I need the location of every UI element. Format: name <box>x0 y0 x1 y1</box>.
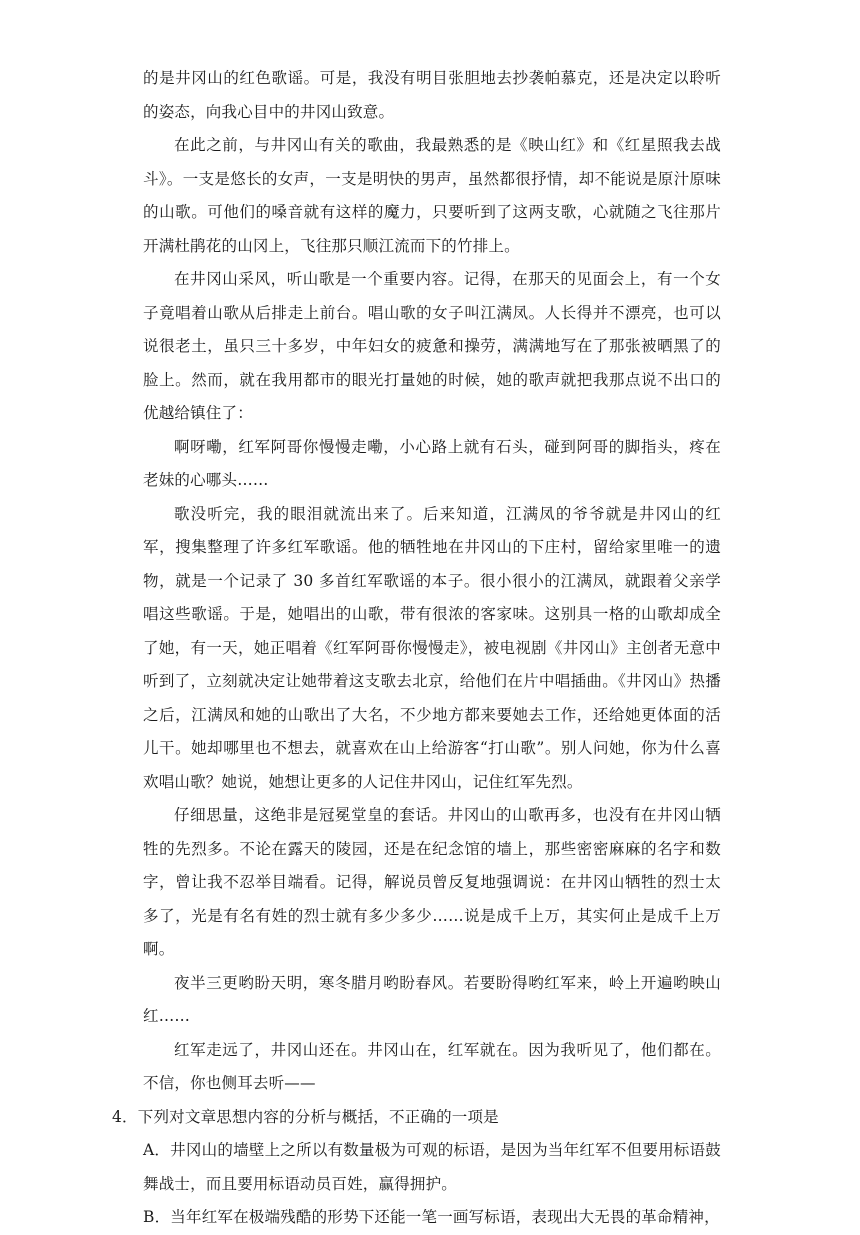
option-b <box>129 1201 721 1235</box>
option-a-text: 井冈山的墙壁上之所以有数量极为可观的标语，是因为当年红军不但要用标语鼓舞战士，而且要用标语动员百姓，赢得拥护。 <box>143 1141 721 1193</box>
paragraph-martyrs: 仔细思量，这绝非是冠冕堂皇的套话。井冈山的山歌再多，也没有在井冈山牺牲的先烈多。不论在露天的陵园，还是在纪念馆的墙上，那些密密麻麻的名字和数字，曾让我不忍举目端看。记得，解说员曾反复地强调说：在井冈山牺牲的烈士太多了，光是有名有姓的烈士就有多少多少……说是成千上万，其实何止是成千上万啊。 <box>143 806 721 958</box>
paragraph-jiang-manfeng: 歌没听完，我的眼泪就流出来了。后来知道，江满凤的爷爷就是井冈山的红军，搜集整理了许多红军歌谣。他的牺牲地在井冈山的下庄村，留给家里唯一的遗物，就是一个记录了 30 多首红军歌谣的本子。很小很小的江满凤，就跟着父亲学唱这些歌谣。于是，她唱出的山歌，带有很浓的客家味。这别具一格的山歌却成全了她，有一天，她正唱着《红军阿哥你慢慢走》，被电视剧《井冈山》主创者无意中听到了，立刻就决定让她带着这支歌去北京，给他们在片中唱插曲。《井冈山》热播之后，江满凤和她的山歌出了大名，不少地方都来要她去工作，还给她更体面的活儿干。她却哪里也不想去，就喜欢在山上给游客“打山歌”。别人问她，你为什么喜欢唱山歌？她说，她想让更多的人记住井冈山，记住红军先烈。 <box>143 504 721 791</box>
paragraph-familiar-songs: 在此之前，与井冈山有关的歌曲，我最熟悉的是《映山红》和《红星照我去战斗》。一支是悠长的女声，一支是明快的男声，虽然都很抒情，却不能说是原汁原味的山歌。可他们的嗓音就有这样的魔力，只要听到了这两支歌，心就随之飞往那片开满杜鹃花的山冈上，飞往那只顺江流而下的竹排上。 <box>143 136 721 255</box>
paragraph-continuation: 的是井冈山的红色歌谣。可是，我没有明目张胆地去抄袭帕慕克，还是决定以聆听的姿态，向我心目中的井冈山致意。 <box>143 69 721 121</box>
song-lyric-quote-2: 夜半三更哟盼天明，寒冬腊月哟盼春风。若要盼得哟红军来，岭上开遍哟映山红…… <box>143 973 721 1025</box>
option-b-letter: B． <box>143 1208 171 1226</box>
question-number: 4． <box>112 1107 138 1126</box>
option-a <box>129 1134 721 1201</box>
option-a-letter: A． <box>143 1141 171 1159</box>
question-stem <box>112 1101 721 1135</box>
document-page <box>112 62 721 1235</box>
paragraph-folk-song-collecting: 在井冈山采风，听山歌是一个重要内容。记得，在那天的见面会上，有一个女子竟唱着山歌从后排走上前台。唱山歌的女子叫江满凤。人长得并不漂亮，也可以说很老土，虽只三十多岁，中年妇女的疲惫和操劳，满满地写在了那张被晒黑了的脸上。然而，就在我用都市的眼光打量她的时候，她的歌声就把我那点说不出口的优越给镇住了： <box>143 270 721 422</box>
option-b-text: 当年红军在极端残酷的形势下还能一笔一画写标语，表现出大无畏的革命精神， <box>170 1208 720 1226</box>
song-lyric-quote: 啊呀嘞，红军阿哥你慢慢走嘞，小心路上就有石头，碰到阿哥的脚指头，疼在老妹的心哪头…… <box>143 437 721 489</box>
paragraph-closing: 红军走远了，井冈山还在。井冈山在，红军就在。因为我听见了，他们都在。不信，你也侧耳去听—— <box>143 1040 721 1092</box>
question-text: 下列对文章思想内容的分析与概括，不正确的一项是 <box>137 1107 499 1126</box>
